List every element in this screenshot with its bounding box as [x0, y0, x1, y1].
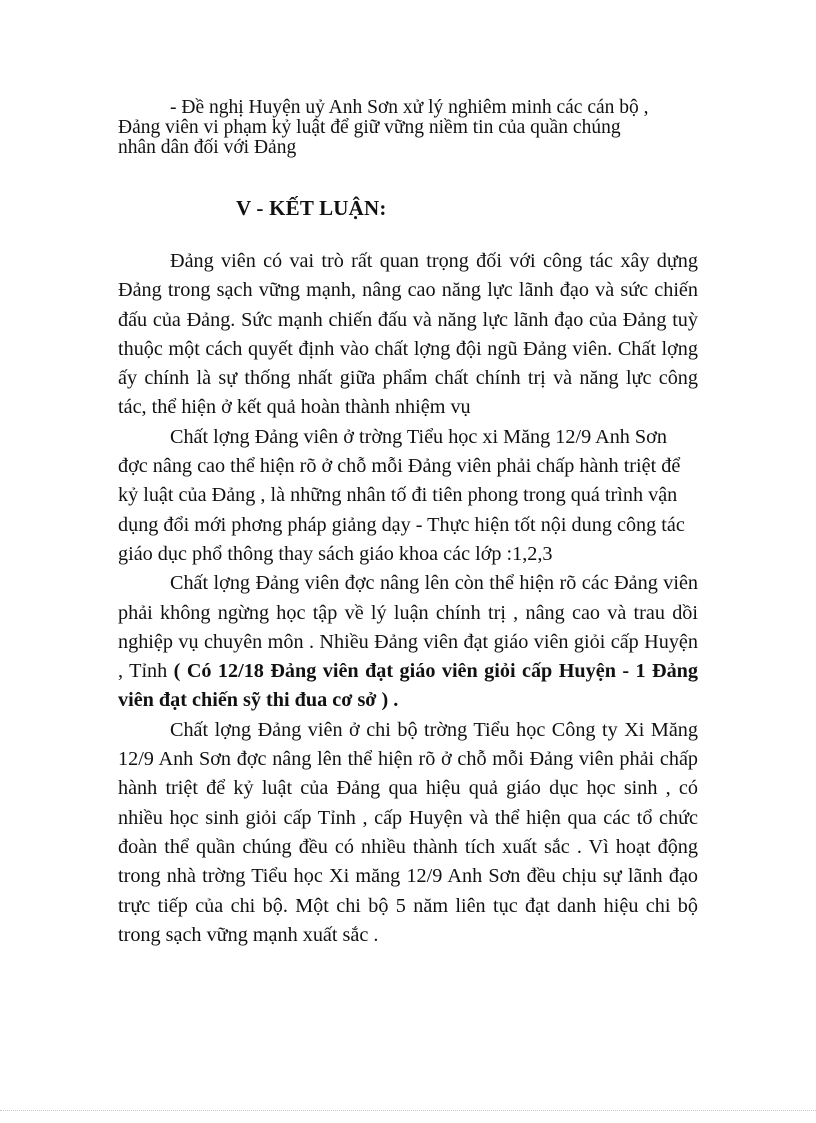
- paragraph-4: Chất lợng Đảng viên ở chi bộ trờng Tiểu học Công ty Xi Măng 12/9 Anh Sơn đợc nâng lên thể hiện rõ ở chỗ mỗi Đảng viên phải chấp hành triệt để kỷ luật của Đảng qua hiệu quả giáo dục học sinh , có nhiều học sinh giỏi cấp Tỉnh , cấp Huyện và thể hiện qua các tổ chức đoàn thể quần chúng đều có nhiều thành tích xuất sắc . Vì hoạt động trong nhà trờng Tiểu học Xi măng 12/9 Anh Sơn đều chịu sự lãnh đạo trực tiếp của chi bộ. Một chi bộ 5 năm liên tục đạt danh hiệu chi bộ trong sạch vững mạnh xuất sắc .: [118, 718, 698, 946]
- paragraph-3-text: Chất lợng Đảng viên đợc nâng lên còn thể hiện rõ các Đảng viên phải không ngừng học tập về lý luận chính trị , nâng cao và trau dồi nghiệp vụ chuyên môn . Nhiều Đảng viên đạt giáo viên giỏi cấp Huyện , Tỉnh: [118, 572, 698, 683]
- intro-recommendation: [118, 98, 718, 158]
- intro-line-2: Đảng viên vi phạm kỷ luật để giữ vững niềm tin của quần chúng: [118, 117, 621, 138]
- conclusion-body: [118, 247, 698, 950]
- intro-line-3: nhân dân đối với Đảng: [118, 137, 297, 158]
- section-heading-conclusion: V - KẾT LUẬN:: [236, 196, 387, 220]
- paragraph-3: [118, 569, 698, 715]
- intro-line-1: - Đề nghị Huyện uỷ Anh Sơn xử lý nghiêm minh các cán bộ ,: [170, 97, 649, 118]
- paragraph-3-bold-note: ( Có 12/18 Đảng viên đạt giáo viên giỏi cấp Huyện - 1 Đảng viên đạt chiến sỹ thi đua cơ sở ) .: [118, 660, 699, 712]
- paragraph-2: Chất lợng Đảng viên ở trờng Tiểu học xi Măng 12/9 Anh Sơn đợc nâng cao thể hiện rõ ở chỗ mỗi Đảng viên phải chấp hành triệt để kỷ luật của Đảng , là những nhân tố đi tiên phong trong quá trình vận dụng đổi mới phơng pháp giảng dạy - Thực hiện tốt nội dung công tác giáo dục phổ thông thay sách giáo khoa các lớp :1,2,3: [118, 425, 685, 565]
- paragraph-1: Đảng viên có vai trò rất quan trọng đối với công tác xây dựng Đảng trong sạch vững mạnh, nâng cao năng lực lãnh đạo và sức chiến đấu của Đảng. Sức mạnh chiến đấu và năng lực lãnh đạo của Đảng tuỳ thuộc một cách quyết định vào chất lợng đội ngũ Đảng viên. Chất lợng ấy chính là sự thống nhất giữa phẩm chất chính trị và năng lực công tác, thể hiện ở kết quả hoàn thành nhiệm vụ: [118, 250, 698, 419]
- page-bottom-divider: [0, 1110, 816, 1111]
